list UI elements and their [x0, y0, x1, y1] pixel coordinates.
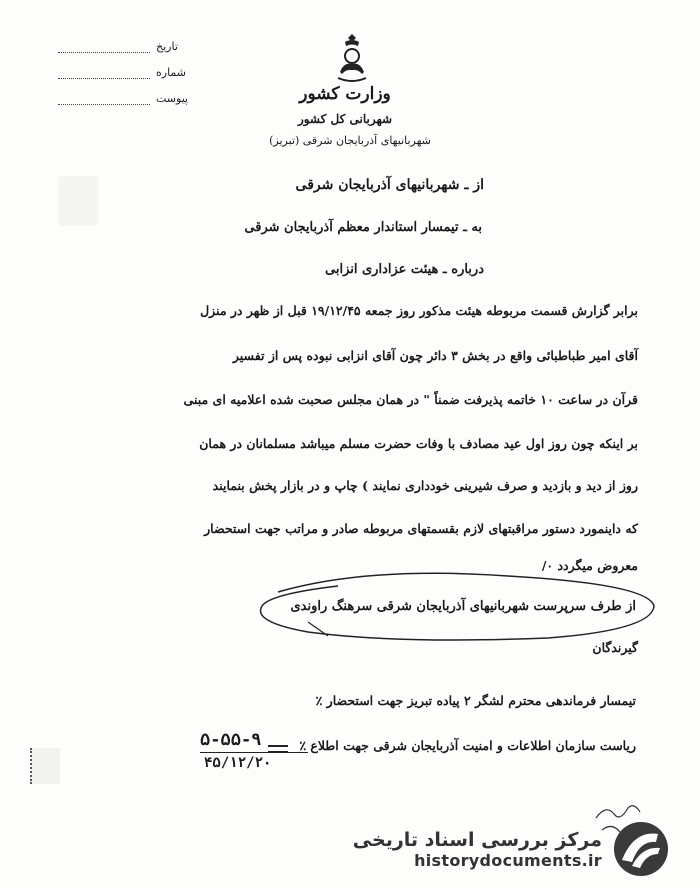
watermark-url: historydocuments.ir	[414, 850, 602, 870]
body-line: برابر گزارش قسمت مربوطه هیئت مذکور روز جمعه ۱۹/۱۲/۴۵ قبل از ظهر در منزل	[200, 303, 638, 318]
recipients-heading: گیرندگان	[592, 640, 638, 655]
lion-sun-emblem-icon	[334, 34, 370, 84]
ministry-title: وزارت کشور	[299, 84, 391, 104]
signature-line: از طرف سرپرست شهربانیهای آذربایجان شرقی سرهنگ راوندی	[290, 599, 636, 614]
letter-from: از ـ شهربانیهای آذربایجان شرقی	[295, 177, 484, 193]
letter-subject: درباره ـ هیئت عزاداری انزابی	[325, 262, 484, 277]
meta-attachment-label: پیوست	[156, 92, 189, 105]
archive-logo-icon	[612, 820, 670, 878]
body-line: قرآن در ساعت ۱۰ خاتمه پذیرفت ضمناً " در همان مجلس صحبت شده اعلامیه ای مبنی	[183, 392, 638, 407]
sub-department-title: شهربانیهای آذربایجان شرقی (تبریز)	[269, 134, 431, 147]
meta-date-label: تاریخ	[156, 40, 178, 53]
meta-attachment-dots	[58, 94, 150, 105]
body-line: آقای امیر طباطبائی واقع در بخش ۳ دائر چون آقای انزابی نبوده پس از تفسیر	[232, 348, 638, 363]
recipient-2: ریاست سازمان اطلاعات و امنیت آذربایجان شرقی جهت اطلاع ٪	[299, 738, 636, 753]
department-title: شهربانی کل کشور	[297, 112, 393, 126]
body-line: روز از دید و بازدید و صرف شیرینی خودداری نمایند ) چاپ و در بازار پخش بنمایند	[212, 478, 638, 493]
reference-date: ۴۵/۱۲/۲۰	[204, 755, 272, 771]
body-line: بر اینکه چون روز اول عید مصادف با وفات حضرت مسلم میباشد مسلمانان در همان	[199, 436, 638, 451]
meta-number-dots	[58, 68, 150, 79]
watermark	[353, 820, 670, 878]
reference-number: ۵-۵۵-۹	[200, 730, 262, 750]
recipient-1: تیمسار فرماندهی محترم لشگر ۲ پیاده تبریز جهت استحضار ٪	[315, 693, 636, 708]
watermark-text	[353, 829, 602, 870]
letter-to: به ـ تیمسار استاندار معظم آذربایجان شرقی	[244, 220, 482, 235]
equals-mark	[268, 745, 288, 757]
body-line: که داینمورد دستور مراقبتهای لازم بقسمتهای مربوطه صادر و مراتب جهت استحضار	[204, 521, 638, 536]
watermark-title: مرکز بررسی اسناد تاریخی	[352, 828, 602, 851]
paper-stain-bottom	[30, 748, 60, 784]
meta-number-label: شماره	[156, 66, 187, 79]
meta-number	[58, 66, 186, 79]
meta-date-dots	[58, 42, 150, 53]
reference-number-block	[200, 730, 312, 772]
meta-date	[58, 40, 178, 53]
reference-divider	[200, 752, 308, 753]
meta-attachment	[58, 92, 188, 105]
body-line: معروض میگردد ٠/	[541, 558, 638, 573]
paper-stain	[58, 176, 98, 226]
